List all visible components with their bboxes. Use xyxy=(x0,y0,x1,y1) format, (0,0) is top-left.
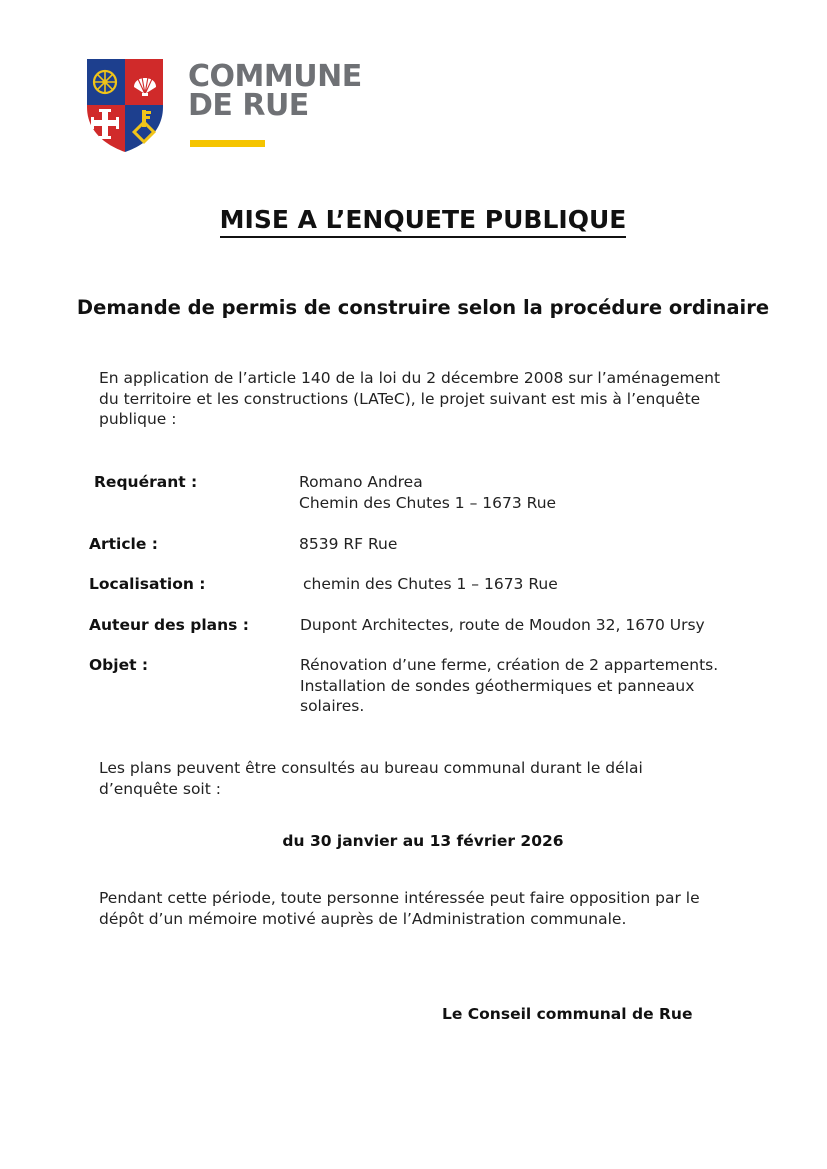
field-value-localisation: chemin des Chutes 1 – 1673 Rue xyxy=(303,575,558,593)
objet-line-2: Installation de sondes géothermiques et panneaux xyxy=(300,676,695,695)
field-label-auteur: Auteur des plans : xyxy=(89,616,249,634)
field-label-requerant: Requérant : xyxy=(94,473,198,491)
consult-line-2: d’enquête soit : xyxy=(99,779,221,798)
document-title-text: MISE A L’ENQUETE PUBLIQUE xyxy=(220,205,627,238)
brand-accent-bar xyxy=(190,140,265,147)
commune-name-line1: COMMUNE xyxy=(188,59,362,94)
consultation-paragraph xyxy=(99,758,749,799)
field-label-localisation: Localisation : xyxy=(89,575,206,593)
wheel-icon xyxy=(94,71,116,93)
field-value-auteur: Dupont Architectes, route de Moudon 32, 1670 Ursy xyxy=(300,616,705,634)
document-subtitle: Demande de permis de construire selon la procédure ordinaire xyxy=(76,296,770,319)
field-value-objet xyxy=(300,655,718,717)
opposition-line-1: Pendant cette période, toute personne intéressée peut faire opposition par le xyxy=(99,889,700,907)
requerant-name: Romano Andrea xyxy=(299,473,423,491)
enquiry-period: du 30 janvier au 13 février 2026 xyxy=(282,832,564,850)
commune-crest-logo xyxy=(85,57,165,153)
requerant-address: Chemin des Chutes 1 – 1673 Rue xyxy=(299,493,557,512)
objet-line-1: Rénovation d’une ferme, création de 2 appartements. xyxy=(300,656,719,674)
intro-line-1: En application de l’article 140 de la loi du 2 décembre 2008 sur l’aménagement xyxy=(99,369,721,387)
field-value-article: 8539 RF Rue xyxy=(299,535,398,553)
field-label-objet: Objet : xyxy=(89,656,149,674)
commune-name-line2: DE RUE xyxy=(188,88,309,123)
intro-line-2: du territoire et les constructions (LATeC), le projet suivant est mis à l’enquête xyxy=(99,389,701,408)
opposition-paragraph xyxy=(99,888,749,929)
field-value-requerant xyxy=(299,472,556,513)
intro-line-3: publique : xyxy=(99,410,177,428)
opposition-line-2: dépôt d’un mémoire motivé auprès de l’Administration communale. xyxy=(99,909,627,928)
intro-paragraph xyxy=(99,368,749,430)
field-label-article: Article : xyxy=(89,535,158,553)
signature: Le Conseil communal de Rue xyxy=(442,1005,693,1023)
objet-line-3: solaires. xyxy=(300,697,365,715)
commune-name xyxy=(188,59,362,123)
consult-line-1: Les plans peuvent être consultés au bureau communal durant le délai xyxy=(99,759,643,777)
document-title xyxy=(0,205,827,238)
